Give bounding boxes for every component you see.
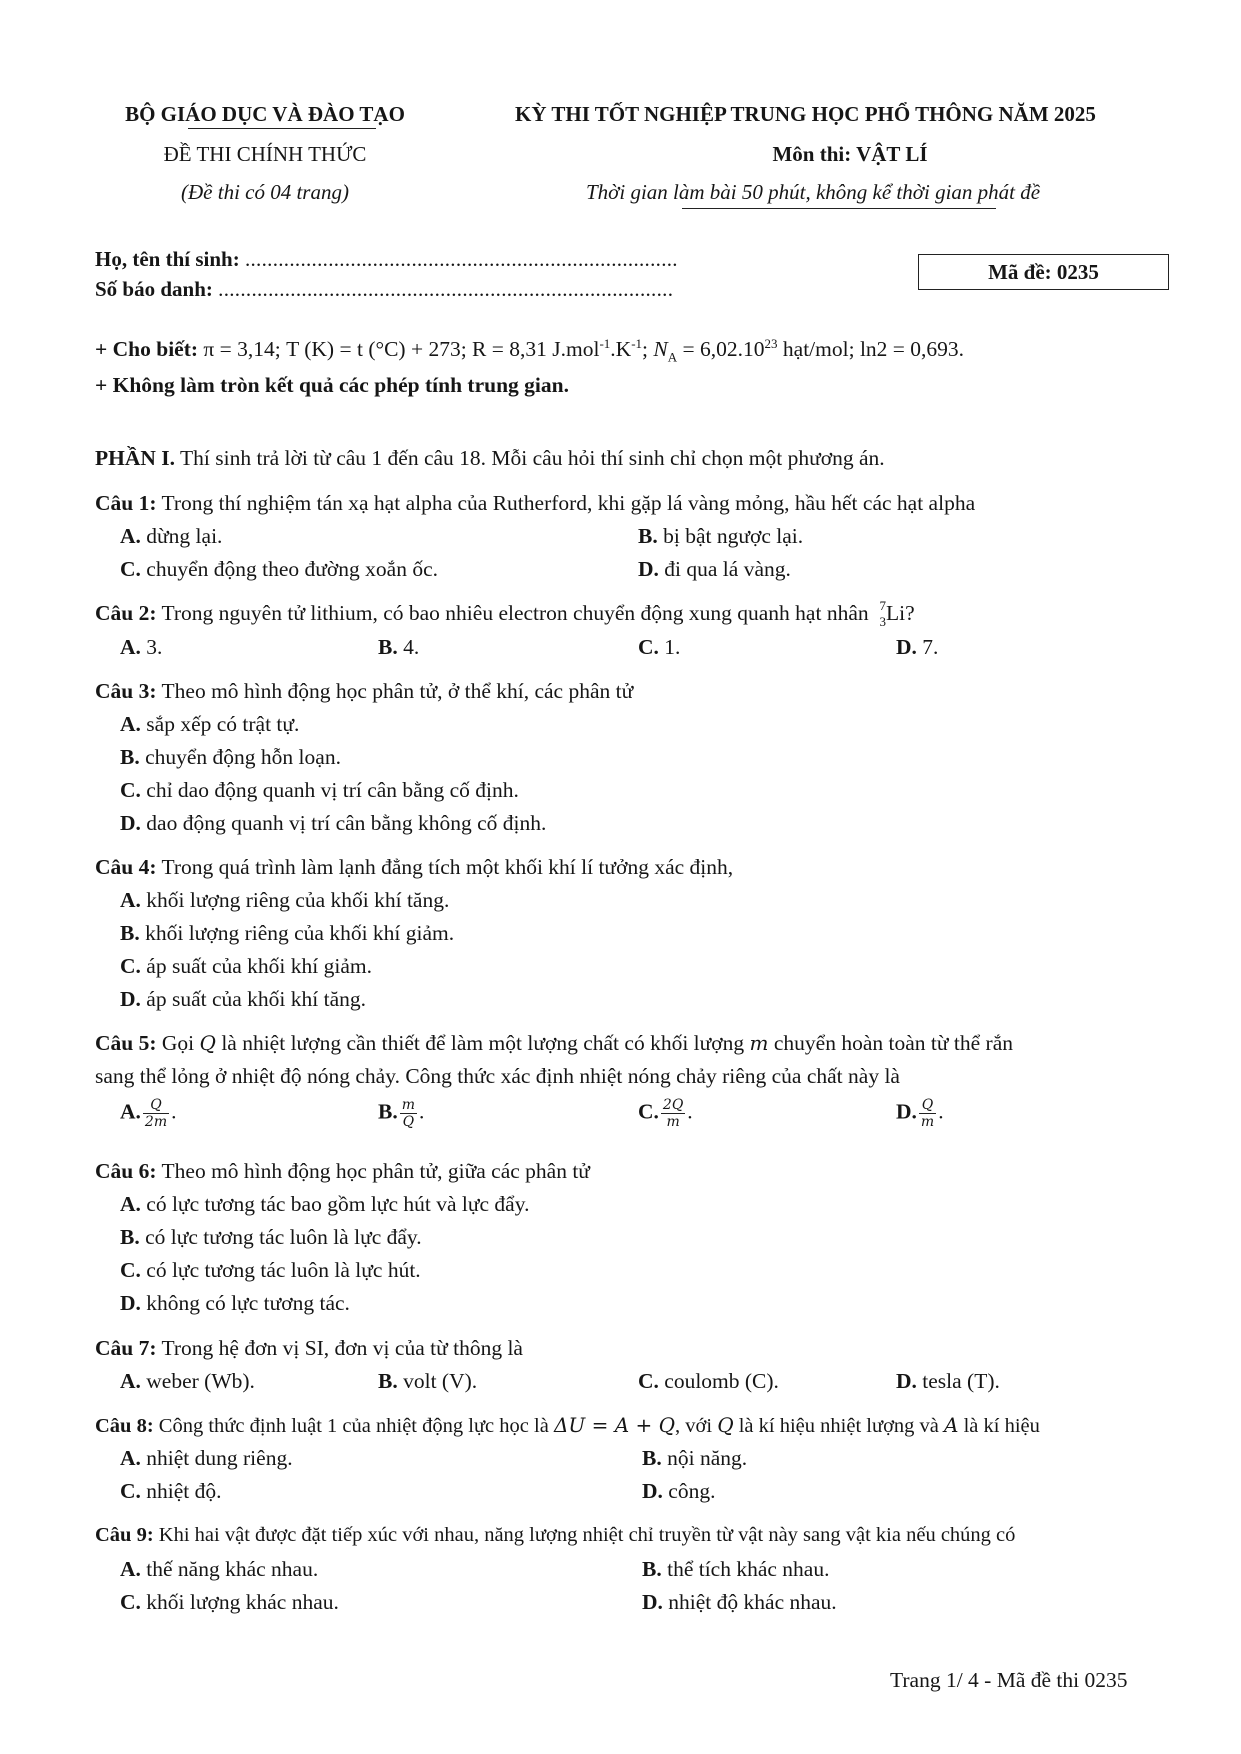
q1-option-d[interactable]: D. đi qua lá vàng. xyxy=(638,557,791,581)
q3-option-d[interactable]: D. dao động quanh vị trí cân bằng không cố định. xyxy=(120,811,547,835)
page-count-note: (Đề thi có 04 trang) xyxy=(181,180,349,204)
q7-option-a[interactable]: A. weber (Wb). xyxy=(120,1369,255,1393)
given-pi: π = 3,14; xyxy=(203,337,281,362)
given-prefix: + Cho biết: xyxy=(95,337,199,362)
subject: Môn thi: VẬT LÍ xyxy=(772,142,928,166)
q3-option-a[interactable]: A. sắp xếp có trật tự. xyxy=(120,712,300,736)
q6-option-c[interactable]: C. có lực tương tác luôn là lực hút. xyxy=(120,1258,421,1282)
question-8: Câu 8: Công thức định luật 1 của nhiệt động lực học là ΔU = A + Q, với Q là kí hiệu nhiệt lượng và A là kí hiệu xyxy=(95,1413,1040,1437)
q5-option-c[interactable]: C. $\frac{2Q}{m}$ . xyxy=(638,1097,693,1130)
q9-option-c[interactable]: C. khối lượng khác nhau. xyxy=(120,1590,339,1614)
q9-option-b[interactable]: B. thể tích khác nhau. xyxy=(642,1557,830,1581)
candidate-name-label: Họ, tên thí sinh: xyxy=(95,247,240,271)
ministry-underline xyxy=(188,128,376,129)
q2-option-c[interactable]: C. 1. xyxy=(638,635,681,659)
q4-option-d[interactable]: D. áp suất của khối khí tăng. xyxy=(120,987,367,1011)
q7-option-c[interactable]: C. coulomb (C). xyxy=(638,1369,779,1393)
q5-option-a[interactable]: A. $\frac{Q}{2m}$ . xyxy=(120,1097,177,1130)
q1-option-a[interactable]: A. dừng lại. xyxy=(120,524,223,548)
lithium-nuclide: 7 3 xyxy=(879,598,886,629)
question-9: Câu 9: Khi hai vật được đặt tiếp xúc với nhau, năng lượng nhiệt chỉ truyền từ vật này sang vật kia nếu chúng có xyxy=(95,1524,1016,1546)
question-3: Câu 3: Theo mô hình động học phân tử, ở thể khí, các phân tử xyxy=(95,679,634,703)
part1-instruction: PHẦN I. Thí sinh trả lời từ câu 1 đến câu 18. Mỗi câu hỏi thí sinh chỉ chọn một phương án. xyxy=(95,446,885,470)
question-1: Câu 1: Trong thí nghiệm tán xạ hạt alpha của Rutherford, khi gặp lá vàng mỏng, hầu hết các hạt alpha xyxy=(95,491,976,515)
q1-option-c[interactable]: C. chuyển động theo đường xoắn ốc. xyxy=(120,557,438,581)
q8-option-a[interactable]: A. nhiệt dung riêng. xyxy=(120,1446,293,1470)
given-temp: T (K) = t (°C) + 273; xyxy=(286,337,467,362)
q3-option-b[interactable]: B. chuyển động hỗn loạn. xyxy=(120,745,341,769)
given-ln2: ln2 = 0,693. xyxy=(859,337,965,362)
question-5: Câu 5: Gọi Q là nhiệt lượng cần thiết để làm một lượng chất có khối lượng m chuyển hoàn toàn từ thể rắn xyxy=(95,1031,1014,1055)
exam-code-box xyxy=(918,254,1169,290)
candidate-id-field[interactable]: .................................................................................. xyxy=(218,277,674,301)
ministry-name: BỘ GIÁO DỤC VÀ ĐÀO TẠO xyxy=(125,102,405,126)
first-law-equation: ΔU = A + Q xyxy=(553,1413,676,1437)
candidate-name-field[interactable]: .............................................................................. xyxy=(244,247,678,271)
q2-option-b[interactable]: B. 4. xyxy=(378,635,420,659)
time-underline xyxy=(682,208,996,209)
exam-title: KỲ THI TỐT NGHIỆP TRUNG HỌC PHỔ THÔNG NĂM 2025 xyxy=(515,102,1096,126)
q4-option-c[interactable]: C. áp suất của khối khí giảm. xyxy=(120,954,372,978)
q9-option-a[interactable]: A. thế năng khác nhau. xyxy=(120,1557,319,1581)
q5-option-d[interactable]: D. $\frac{Q}{m}$ . xyxy=(896,1097,944,1130)
rounding-note: + Không làm tròn kết quả các phép tính trung gian. xyxy=(95,373,569,397)
q7-option-b[interactable]: B. volt (V). xyxy=(378,1369,478,1393)
exam-code: Mã đề: 0235 xyxy=(988,260,1099,284)
question-2: Câu 2: Trong nguyên tử lithium, có bao nhiêu electron chuyển động xung quanh hạt nhân 7 3 Li? xyxy=(95,598,915,629)
q5-a-fraction: $\frac{Q}{2m}$ xyxy=(144,1097,168,1130)
given-na: $N_A = 6,02.10^{23}$ hạt/mol; xyxy=(653,336,855,365)
exam-type: ĐỀ THI CHÍNH THỨC xyxy=(163,142,367,166)
q8-option-d[interactable]: D. công. xyxy=(642,1479,716,1503)
question-4: Câu 4: Trong quá trình làm lạnh đẳng tích một khối khí lí tưởng xác định, xyxy=(95,855,734,879)
q7-option-d[interactable]: D. tesla (T). xyxy=(896,1369,1000,1393)
q5-b-fraction: $\frac{m}{Q}$ xyxy=(401,1097,415,1130)
q4-option-b[interactable]: B. khối lượng riêng của khối khí giảm. xyxy=(120,921,455,945)
candidate-id-label: Số báo danh: xyxy=(95,277,213,301)
q4-option-a[interactable]: A. khối lượng riêng của khối khí tăng. xyxy=(120,888,450,912)
q2-option-a[interactable]: A. 3. xyxy=(120,635,163,659)
q5-option-b[interactable]: B. $\frac{m}{Q}$ . xyxy=(378,1097,425,1130)
candidate-id-row xyxy=(95,277,673,302)
given-constants xyxy=(95,336,964,365)
candidate-name-row xyxy=(95,247,678,272)
q6-option-d[interactable]: D. không có lực tương tác. xyxy=(120,1291,350,1315)
q5-c-fraction: $\frac{2Q}{m}$ xyxy=(662,1097,684,1130)
question-6: Câu 6: Theo mô hình động học phân tử, giữa các phân tử xyxy=(95,1159,590,1183)
q2-option-d[interactable]: D. 7. xyxy=(896,635,939,659)
given-r: R = 8,31 $J.mol^{-1}.K^{-1}$; xyxy=(472,336,649,362)
q6-option-a[interactable]: A. có lực tương tác bao gồm lực hút và lực đẩy. xyxy=(120,1192,530,1216)
q8-option-c[interactable]: C. nhiệt độ. xyxy=(120,1479,222,1503)
q3-option-c[interactable]: C. chỉ dao động quanh vị trí cân bằng cố định. xyxy=(120,778,519,802)
page-footer: Trang 1/ 4 - Mã đề thi 0235 xyxy=(890,1668,1128,1692)
question-7: Câu 7: Trong hệ đơn vị SI, đơn vị của từ thông là xyxy=(95,1336,523,1360)
q6-option-b[interactable]: B. có lực tương tác luôn là lực đẩy. xyxy=(120,1225,422,1249)
question-5-line2: sang thể lỏng ở nhiệt độ nóng chảy. Công thức xác định nhiệt nóng chảy riêng của chất này là xyxy=(95,1064,900,1088)
q9-option-d[interactable]: D. nhiệt độ khác nhau. xyxy=(642,1590,837,1614)
q5-d-fraction: $\frac{Q}{m}$ xyxy=(920,1097,935,1130)
exam-time: Thời gian làm bài 50 phút, không kể thời gian phát đề xyxy=(586,180,1041,204)
q8-option-b[interactable]: B. nội năng. xyxy=(642,1446,748,1470)
q1-option-b[interactable]: B. bị bật ngược lại. xyxy=(638,524,804,548)
